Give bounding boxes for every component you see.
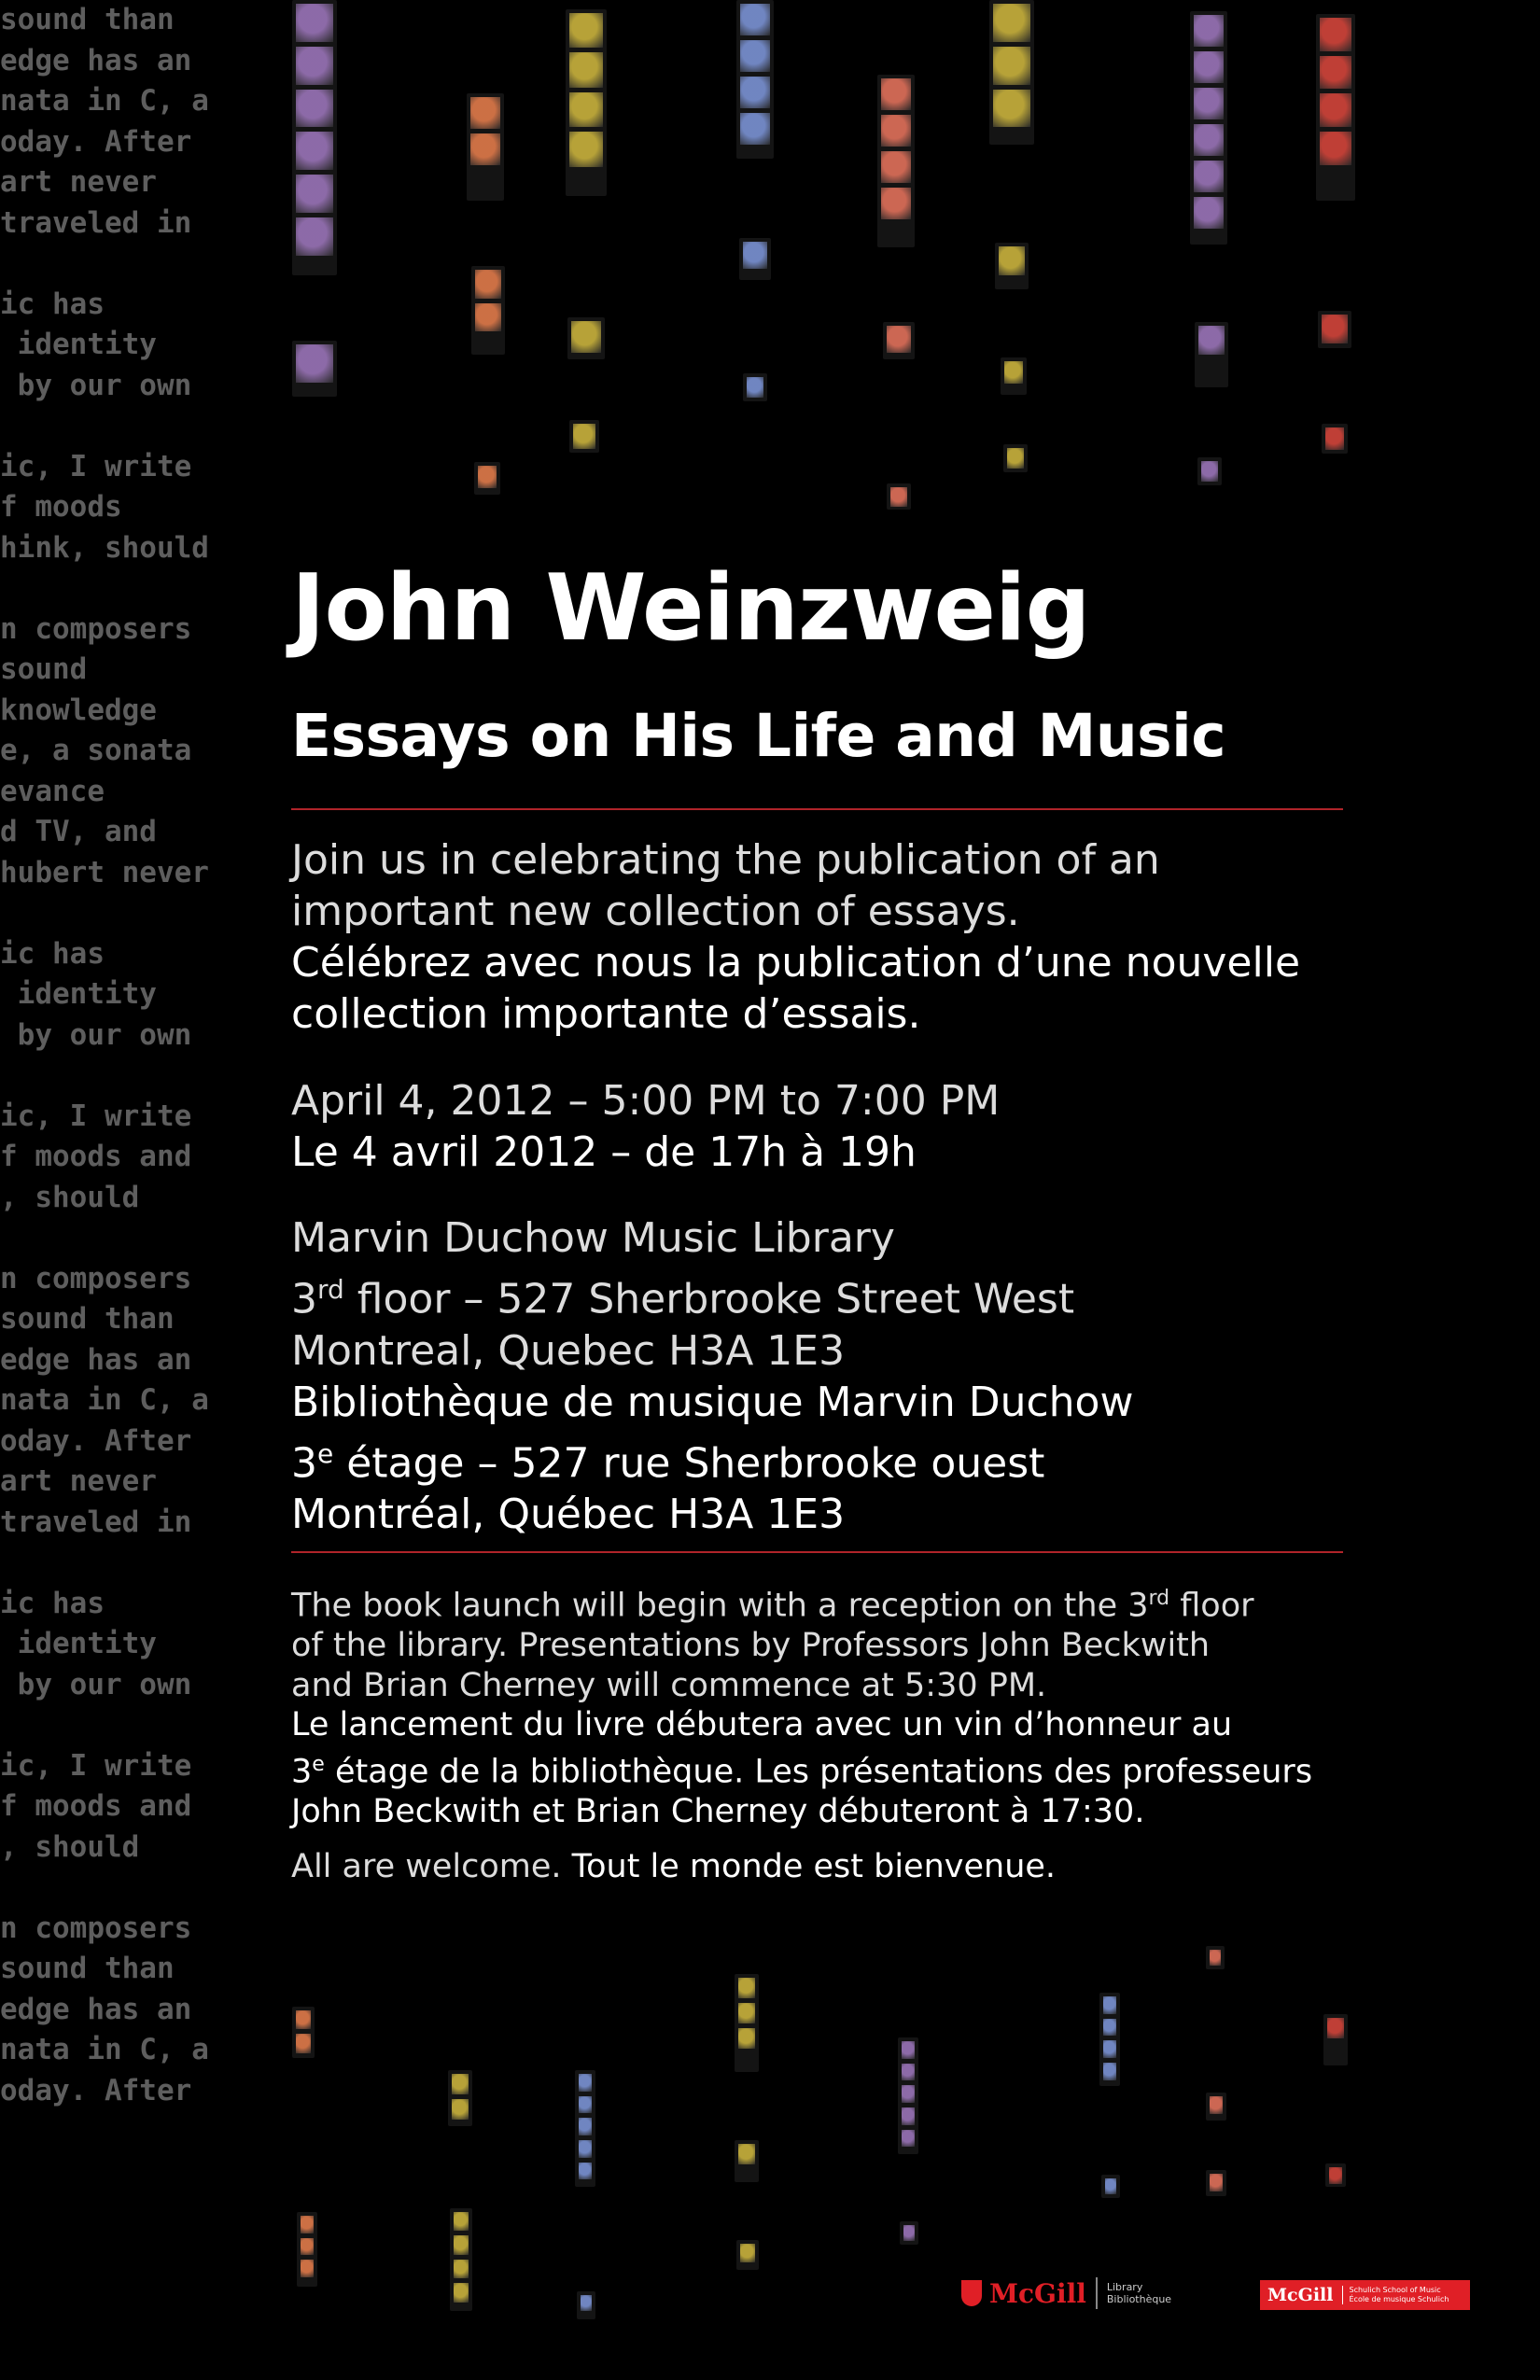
date-en: April 4, 2012 – 5:00 PM to 7:00 PM <box>291 1077 1001 1125</box>
film-frame <box>581 2295 592 2311</box>
film-frame <box>475 270 501 299</box>
film-strip <box>297 2212 317 2287</box>
background-text-line: ic has <box>0 936 105 971</box>
background-text-line: n composers <box>0 1261 192 1295</box>
intro-block <box>291 834 1300 1040</box>
film-frame <box>1201 461 1218 482</box>
film-frame <box>296 90 333 128</box>
film-frame <box>740 113 770 145</box>
film-strip <box>292 2007 315 2058</box>
film-strip <box>566 9 607 196</box>
floor-ordinal: e <box>317 1437 334 1469</box>
background-text-line: n composers <box>0 1911 192 1945</box>
film-frame <box>993 90 1030 128</box>
film-frame <box>902 2041 915 2059</box>
film-frame <box>579 2140 592 2158</box>
film-frame <box>571 321 601 353</box>
film-strip <box>900 2221 918 2245</box>
film-frame <box>1103 2040 1116 2058</box>
film-frame <box>296 344 333 383</box>
film-strip <box>1190 11 1227 245</box>
logo-subtitle <box>1342 2286 1449 2304</box>
film-frame <box>1320 93 1351 127</box>
film-frame <box>301 2238 314 2256</box>
film-strip <box>567 317 605 359</box>
film-frame <box>296 175 333 213</box>
film-frame <box>569 52 603 87</box>
film-frame <box>740 77 770 108</box>
film-frame <box>1194 51 1224 83</box>
background-text-line: oday. After <box>0 124 192 159</box>
film-frame <box>454 2260 469 2278</box>
background-text-line <box>0 1543 280 1584</box>
floor-ordinal: rd <box>317 1274 344 1305</box>
film-frame <box>890 487 907 507</box>
logo-name: McGill <box>1267 2285 1334 2305</box>
film-frame <box>1194 124 1224 156</box>
background-text-line: ic has <box>0 1586 105 1620</box>
film-frame <box>902 2064 915 2081</box>
film-frame <box>470 97 500 129</box>
background-text-line <box>0 568 280 609</box>
background-text-line: sound <box>0 652 88 686</box>
film-frame <box>452 2074 469 2094</box>
bottom-divider <box>291 1551 1343 1553</box>
background-text-line <box>0 1705 280 1746</box>
background-text-line: sound than <box>0 1952 175 1985</box>
welcome-line <box>291 1848 1056 1885</box>
film-frame <box>1329 2167 1342 2184</box>
welcome-en: All are welcome. <box>291 1848 572 1885</box>
film-frame <box>573 424 595 449</box>
film-strip <box>1197 457 1222 485</box>
film-strip <box>877 75 915 247</box>
location-en-city: Montreal, Quebec H3A 1E3 <box>291 1326 846 1375</box>
film-strip <box>1325 2163 1346 2187</box>
film-frame <box>579 2118 592 2135</box>
floor-number: 3 <box>291 1275 317 1323</box>
intro-en-line: important new collection of essays. <box>291 888 1020 935</box>
background-text-line: ic, I write <box>0 1748 192 1783</box>
background-text-line <box>0 1056 280 1097</box>
film-frame <box>1105 2178 1116 2194</box>
film-strip <box>1206 2170 1226 2196</box>
film-frame <box>470 133 500 165</box>
details-en-line: of the library. Presentations by Professors John Beckwith <box>291 1627 1211 1665</box>
film-frame <box>993 4 1030 42</box>
film-frame <box>738 2144 755 2164</box>
background-text-line <box>0 244 280 285</box>
location-en-name: Marvin Duchow Music Library <box>291 1214 895 1262</box>
background-text-line: f moods and <box>0 1140 192 1173</box>
top-divider <box>291 808 1343 810</box>
details-text: 3 <box>291 1753 313 1791</box>
film-frame <box>478 466 497 488</box>
background-text-line: identity <box>0 328 157 361</box>
background-text-column <box>0 0 280 2380</box>
film-strip <box>448 2070 472 2126</box>
logo-sub-fr: Bibliothèque <box>1106 2293 1172 2305</box>
location-fr-name: Bibliothèque de musique Marvin Duchow <box>291 1378 1134 1426</box>
film-strip <box>1318 311 1351 348</box>
floor-address: floor – 527 Sherbrooke Street West <box>343 1275 1075 1323</box>
background-text-line: edge has an <box>0 43 192 77</box>
background-text-line: nata in C, a <box>0 84 209 118</box>
mcgill-shield-icon <box>961 2280 982 2306</box>
details-fr-line <box>291 1745 1312 1792</box>
film-strip <box>1322 424 1348 454</box>
background-text-line <box>0 1868 280 1909</box>
film-strip <box>1323 2014 1348 2065</box>
film-frame <box>993 47 1030 85</box>
film-strip <box>450 2208 472 2311</box>
background-text-line: ic, I write <box>0 1099 192 1133</box>
logo-divider <box>1096 2277 1098 2309</box>
film-frame <box>881 78 911 110</box>
film-strip <box>467 93 504 201</box>
background-text-line <box>0 893 280 934</box>
film-strip <box>471 266 505 355</box>
film-frame <box>902 2107 915 2125</box>
film-strip <box>743 373 767 401</box>
background-text-line: ic has <box>0 287 105 321</box>
film-frame <box>1194 15 1224 47</box>
background-text-line: nata in C, a <box>0 1383 209 1417</box>
film-frame <box>296 2010 311 2029</box>
film-strip <box>989 0 1034 145</box>
background-text-line: art never <box>0 165 157 199</box>
intro-fr-line: collection importante d’essais. <box>291 990 921 1038</box>
film-frame <box>301 2216 314 2233</box>
background-text-line: by our own <box>0 1017 192 1052</box>
background-text-line: ic, I write <box>0 449 192 483</box>
background-text-line: d TV, and <box>0 815 157 848</box>
film-frame <box>903 2225 915 2241</box>
welcome-fr: Tout le monde est bienvenue. <box>571 1848 1057 1885</box>
background-text-line: nata in C, a <box>0 2033 209 2066</box>
logo-subtitle <box>1107 2281 1171 2305</box>
film-frame <box>454 2212 469 2231</box>
film-strip <box>735 1974 759 2072</box>
background-text-line: f moods <box>0 490 122 524</box>
film-frame <box>296 47 333 85</box>
date-fr: Le 4 avril 2012 – de 17h à 19h <box>291 1128 917 1176</box>
film-strip <box>887 483 911 510</box>
details-fr-line: Le lancement du livre débutera avec un vin d’honneur au <box>291 1706 1233 1744</box>
film-frame <box>1210 1950 1221 1966</box>
intro-fr-line: Célébrez avec nous la publication d’une nouvelle <box>291 939 1301 987</box>
background-text-line: , should <box>0 1180 140 1214</box>
floor-number: 3 <box>291 1439 317 1488</box>
background-text-line: traveled in <box>0 205 192 240</box>
page-title: John Weinzweig <box>291 555 1090 662</box>
details-block <box>291 1579 1312 1831</box>
film-frame <box>1320 18 1351 51</box>
location-fr-city: Montréal, Québec H3A 1E3 <box>291 1491 846 1539</box>
background-text-line: by our own <box>0 368 192 402</box>
film-frame <box>1210 2174 1223 2191</box>
film-frame <box>902 2130 915 2148</box>
logo-sub-en: Schulich School of Music <box>1349 2286 1441 2294</box>
film-strip <box>1195 322 1228 387</box>
background-text-line: , should <box>0 1829 140 1864</box>
film-frame <box>1320 132 1351 165</box>
film-frame <box>1194 88 1224 119</box>
page-subtitle: Essays on His Life and Music <box>291 702 1226 770</box>
background-text-line <box>0 1218 280 1259</box>
film-frame <box>1327 2018 1344 2038</box>
film-frame <box>743 242 767 269</box>
film-frame <box>579 2096 592 2114</box>
background-text-line: sound than <box>0 1302 175 1336</box>
film-frame <box>569 13 603 48</box>
film-strip <box>569 420 599 453</box>
film-frame <box>569 92 603 127</box>
film-frame <box>881 151 911 183</box>
film-frame <box>579 2163 592 2180</box>
details-en-line <box>291 1579 1312 1626</box>
film-frame <box>740 2244 755 2262</box>
film-strip <box>736 0 774 159</box>
film-frame <box>999 246 1025 275</box>
film-strip <box>735 2140 759 2182</box>
film-frame <box>454 2283 469 2302</box>
film-strip <box>575 2070 595 2187</box>
film-frame <box>301 2260 314 2277</box>
date-block <box>291 1075 1000 1178</box>
background-text-line: hink, should <box>0 530 209 565</box>
film-strip <box>577 2291 595 2319</box>
film-frame <box>1198 326 1225 355</box>
film-strip <box>883 322 915 359</box>
film-frame <box>881 188 911 219</box>
floor-address: étage – 527 rue Sherbrooke ouest <box>333 1439 1045 1488</box>
film-frame <box>1194 197 1224 229</box>
film-strip <box>474 462 500 495</box>
details-fr-line: John Beckwith et Brian Cherney débuteront à 17:30. <box>291 1792 1145 1830</box>
location-block <box>291 1212 1133 1540</box>
film-frame <box>1103 1996 1116 2014</box>
film-frame <box>1320 56 1351 90</box>
logo-sub-en: Library <box>1106 2281 1143 2293</box>
background-text-line: oday. After <box>0 1423 192 1458</box>
logo-sub-fr: École de musique Schulich <box>1349 2295 1449 2303</box>
background-text-line: identity <box>0 1627 157 1660</box>
background-text-line: evance <box>0 774 105 808</box>
details-text: floor <box>1169 1587 1254 1625</box>
location-en-floor <box>291 1264 1133 1325</box>
film-frame <box>296 132 333 170</box>
film-frame <box>1325 427 1344 450</box>
film-frame <box>1322 315 1348 343</box>
film-strip <box>1101 2175 1120 2198</box>
floor-ordinal: e <box>312 1752 325 1776</box>
film-strip <box>1206 2093 1226 2121</box>
background-text-line: f moods and <box>0 1789 192 1823</box>
intro-en-line: Join us in celebrating the publication of an <box>291 836 1160 884</box>
film-frame <box>738 1978 755 1998</box>
film-frame <box>1103 2019 1116 2037</box>
mcgill-library-logo <box>961 2277 1171 2309</box>
film-strip <box>292 341 337 397</box>
mcgill-schulich-logo <box>1260 2280 1470 2310</box>
film-frame <box>1103 2063 1116 2080</box>
film-frame <box>454 2235 469 2254</box>
film-frame <box>579 2074 592 2092</box>
background-text-line: oday. After <box>0 2073 192 2107</box>
details-text: The book launch will begin with a reception on the 3 <box>291 1587 1149 1625</box>
location-fr-floor <box>291 1428 1133 1490</box>
background-text-line: sound than <box>0 3 175 36</box>
background-text-line: knowledge <box>0 693 157 727</box>
background-text-line <box>0 406 280 447</box>
background-text-line: identity <box>0 977 157 1011</box>
background-text-line: traveled in <box>0 1505 192 1539</box>
background-text-line: edge has an <box>0 1992 192 2026</box>
film-frame <box>740 40 770 72</box>
film-strip <box>995 243 1029 289</box>
floor-ordinal: rd <box>1148 1587 1170 1610</box>
background-text-line: hubert never <box>0 855 209 889</box>
film-frame <box>1210 2096 1223 2114</box>
film-frame <box>747 377 763 398</box>
film-strip <box>736 2240 759 2270</box>
film-strip <box>739 238 771 280</box>
film-strip <box>1206 1946 1225 1969</box>
film-frame <box>881 115 911 147</box>
film-frame <box>296 2034 311 2052</box>
film-frame <box>738 2028 755 2049</box>
film-frame <box>1007 448 1024 469</box>
film-frame <box>475 303 501 332</box>
film-frame <box>1004 361 1023 384</box>
background-text-line: by our own <box>0 1667 192 1701</box>
background-text-line: n composers <box>0 611 192 646</box>
film-frame <box>569 132 603 166</box>
film-frame <box>452 2099 469 2120</box>
background-text-line: art never <box>0 1464 157 1498</box>
film-frame <box>740 4 770 35</box>
film-frame <box>902 2085 915 2103</box>
background-text-line: edge has an <box>0 1342 192 1377</box>
film-frame <box>296 4 333 42</box>
details-text: étage de la bibliothèque. Les présentations des professeurs <box>324 1753 1313 1791</box>
film-frame <box>296 217 333 256</box>
details-en-line: and Brian Cherney will commence at 5:30 PM. <box>291 1666 1047 1704</box>
film-strip <box>1316 14 1355 201</box>
film-strip <box>1001 357 1027 395</box>
film-strip <box>292 0 337 275</box>
film-frame <box>887 326 911 353</box>
film-strip <box>1003 444 1028 472</box>
film-frame <box>738 2003 755 2023</box>
background-text-line: e, a sonata <box>0 734 192 767</box>
logo-name: McGill <box>989 2277 1086 2309</box>
film-frame <box>1194 161 1224 192</box>
film-strip <box>1099 1993 1120 2086</box>
film-strip <box>898 2037 918 2154</box>
